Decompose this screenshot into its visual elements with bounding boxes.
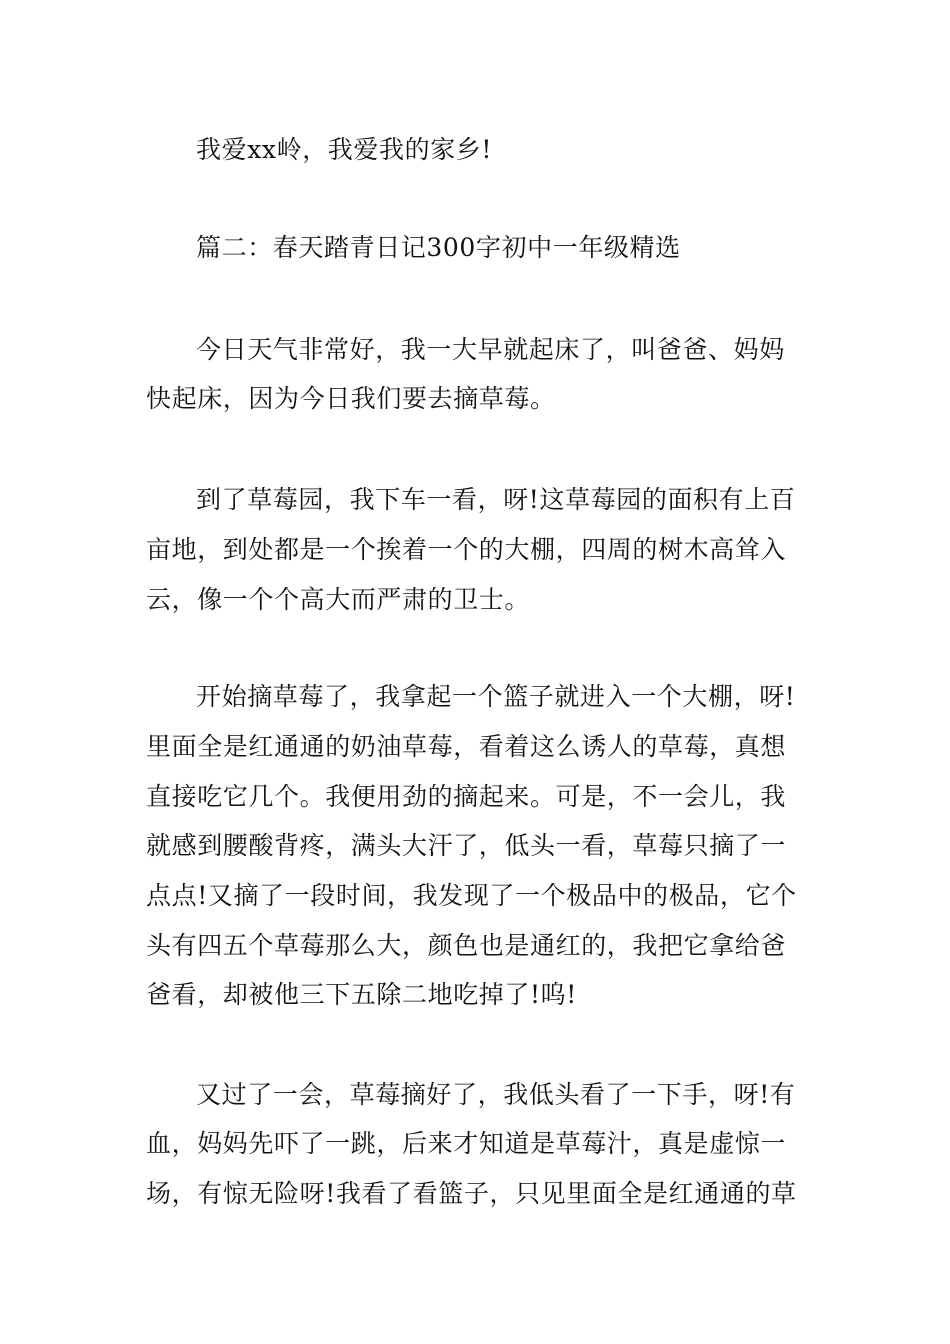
paragraph-line: 爸看，却被他三下五除二地吃掉了!呜! — [146, 980, 577, 1009]
paragraph-line: 直接吃它几个。我便用劲的摘起来。可是，不一会儿，我 — [146, 782, 787, 811]
paragraph-line: 今日天气非常好，我一大早就起床了，叫爸爸、妈妈 — [196, 335, 785, 364]
paragraph-line: 亩地，到处都是一个挨着一个的大棚，四周的树木高耸入 — [146, 535, 787, 564]
paragraph-line: 场，有惊无险呀!我看了看篮子，只见里面全是红通通的草 — [146, 1179, 797, 1208]
closing-line: 我爱xx岭，我爱我的家乡! — [196, 135, 493, 164]
paragraph-line: 又过了一会，草莓摘好了，我低头看了一下手，呀!有 — [196, 1080, 796, 1109]
paragraph-line: 云，像一个个高大而严肃的卫士。 — [146, 585, 531, 614]
paragraph-line: 点点!又摘了一段时间，我发现了一个极品中的极品，它个 — [146, 881, 797, 910]
paragraph-line: 头有四五个草莓那么大，颜色也是通红的，我把它拿给爸 — [146, 931, 787, 960]
paragraph-line: 开始摘草莓了，我拿起一个篮子就进入一个大棚，呀! — [196, 682, 796, 711]
paragraph-line: 快起床，因为今日我们要去摘草莓。 — [146, 384, 556, 413]
paragraph-line: 就感到腰酸背疼，满头大汗了，低头一看，草莓只摘了一 — [146, 831, 787, 860]
paragraph-line: 到了草莓园，我下车一看，呀!这草莓园的面积有上百 — [196, 485, 796, 514]
paragraph-line: 里面全是红通通的奶油草莓，看着这么诱人的草莓，真想 — [146, 732, 787, 761]
paragraph-line: 血，妈妈先吓了一跳，后来才知道是草莓汁，真是虚惊一 — [146, 1129, 787, 1158]
section-heading: 篇二：春天踏青日记300字初中一年级精选 — [196, 233, 681, 262]
